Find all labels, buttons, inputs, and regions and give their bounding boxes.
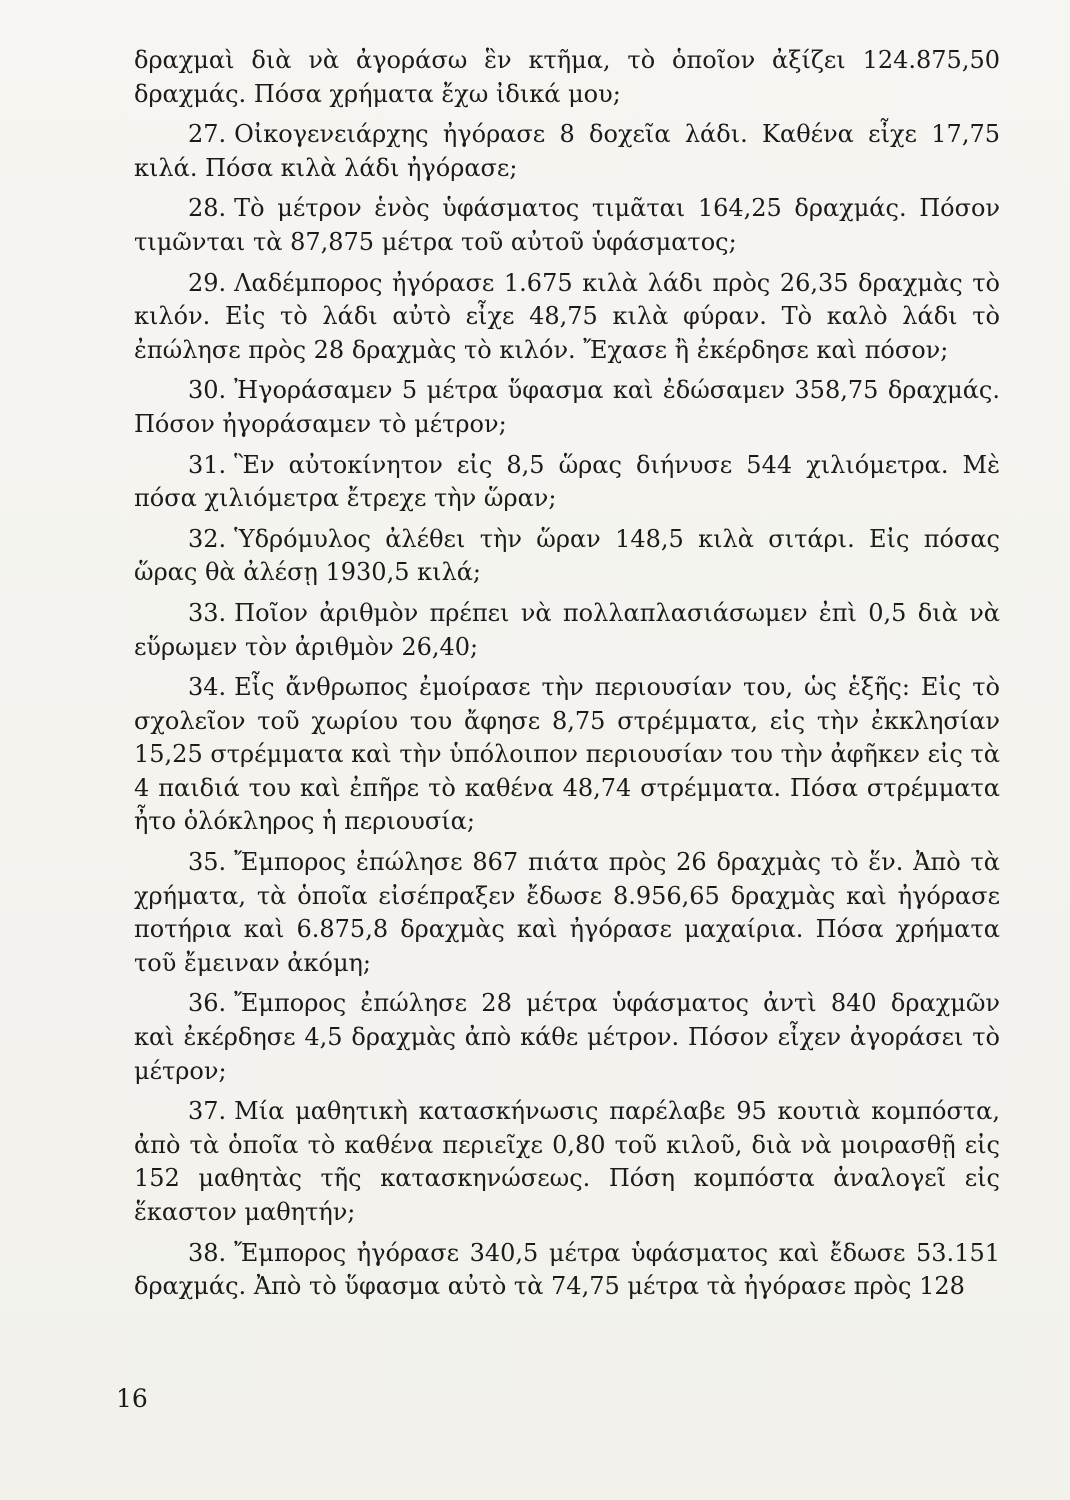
problem-number: 36. — [188, 989, 227, 1018]
problem-27 — [134, 118, 1000, 185]
problem-text: Εἷς ἄνθρωπος ἐμοίρασε τὴν περιουσίαν του, ὡς ἑξῆς: Εἰς τὸ σχολεῖον τοῦ χωρίου του ἄφησε 8,75 στρέμματα, εἰς τὴν ἐκκλησίαν 15,25 στρέμματα καὶ τὴν ὑπόλοιπον περιουσίαν του τὴν ἀφῆκεν εἰς τὰ 4 παιδιά του καὶ ἐπῆρε τὸ καθένα 48,74 στρέμματα. Πόσα στρέμματα ἦτο ὁλόκληρος ἡ περιουσία; — [134, 673, 1000, 836]
problem-text: Ἔμπορος ἠγόρασε 340,5 μέτρα ὑφάσματος καὶ ἔδωσε 53.151 δραχμάς. Ἀπὸ τὸ ὕφασμα αὐτὸ τὰ 74,75 μέτρα τὰ ἠγόρασε πρὸς 128 — [134, 1238, 1000, 1301]
problem-number: 27. — [188, 120, 227, 149]
problem-number: 34. — [188, 673, 227, 702]
problem-35 — [134, 846, 1000, 980]
problem-30 — [134, 374, 1000, 441]
problem-text: Τὸ μέτρον ἑνὸς ὑφάσματος τιμᾶται 164,25 δραχμάς. Πόσον τιμῶνται τὰ 87,875 μέτρα τοῦ αὐτοῦ ὑφάσματος; — [134, 194, 1000, 256]
problem-list — [134, 44, 1000, 1311]
problem-text: Ἓν αὐτοκίνητον εἰς 8,5 ὥρας διήνυσε 544 χιλιόμετρα. Μὲ πόσα χιλιόμετρα ἔτρεχε τὴν ὥραν; — [134, 450, 1000, 513]
problem-number: 37. — [188, 1097, 227, 1126]
problem-number: 33. — [188, 598, 227, 627]
problem-38 — [134, 1237, 1000, 1304]
problem-text: Ἔμπορος ἐπώλησε 867 πιάτα πρὸς 26 δραχμὰς τὸ ἕν. Ἀπὸ τὰ χρήματα, τὰ ὁποῖα εἰσέπραξεν ἔδωσε 8.956,65 δραχμὰς καὶ ἠγόρασε ποτήρια καὶ 6.875,8 δραχμὰς καὶ ἠγόρασε μαχαίρια. Πόσα χρήματα τοῦ ἔμειναν ἀκόμη; — [134, 848, 1000, 977]
problem-32 — [134, 523, 1000, 590]
problem-text: Ποῖον ἀριθμὸν πρέπει νὰ πολλαπλασιάσωμεν ἐπὶ 0,5 διὰ νὰ εὕρωμεν τὸν ἀριθμὸν 26,40; — [134, 598, 1000, 661]
problem-text: Μία μαθητικὴ κατασκήνωσις παρέλαβε 95 κουτιὰ κομπόστα, ἀπὸ τὰ ὁποῖα τὸ καθένα περιεῖχε 0,80 τοῦ κιλοῦ, διὰ νὰ μοιρασθῇ εἰς 152 μαθητὰς τῆς κατασκηνώσεως. Πόση κομπόστα ἀναλογεῖ εἰς ἕκαστον μαθητήν; — [134, 1097, 1000, 1226]
problem-text: Ἔμπορος ἐπώλησε 28 μέτρα ὑφάσματος ἀντὶ 840 δραχμῶν καὶ ἐκέρδησε 4,5 δραχμὰς ἀπὸ κάθε μέτρον. Πόσον εἶχεν ἀγοράσει τὸ μέτρον; — [134, 989, 1000, 1085]
problem-number: 31. — [188, 450, 227, 479]
problem-36 — [134, 987, 1000, 1088]
problem-number: 32. — [188, 524, 227, 553]
problem-37 — [134, 1095, 1000, 1229]
problem-text: Λαδέμπορος ἠγόρασε 1.675 κιλὰ λάδι πρὸς 26,35 δραχμὰς τὸ κιλόν. Εἰς τὸ λάδι αὐτὸ εἶχε 48,75 κιλὰ φύραν. Τὸ καλὸ λάδι τὸ ἐπώλησε πρὸς 28 δραχμὰς τὸ κιλόν. Ἔχασε ἢ ἐκέρδησε καὶ πόσον; — [134, 268, 1000, 364]
problem-text: Οἰκογενειάρχης ἠγόρασε 8 δοχεῖα λάδι. Καθένα εἶχε 17,75 κιλά. Πόσα κιλὰ λάδι ἠγόρασε; — [134, 120, 1000, 182]
problem-31 — [134, 449, 1000, 516]
problem-34 — [134, 671, 1000, 839]
problem-text: Ὑδρόμυλος ἀλέθει τὴν ὥραν 148,5 κιλὰ σιτάρι. Εἰς πόσας ὥρας θὰ ἀλέσῃ 1930,5 κιλά; — [134, 524, 1000, 587]
page-number: 16 — [116, 1384, 148, 1413]
problem-number: 30. — [188, 376, 227, 405]
problem-33 — [134, 597, 1000, 664]
problem-29 — [134, 267, 1000, 368]
problem-28 — [134, 192, 1000, 259]
problem-number: 28. — [188, 194, 227, 223]
problem-26-continuation — [134, 44, 1000, 111]
problem-text: Ἠγοράσαμεν 5 μέτρα ὕφασμα καὶ ἐδώσαμεν 358,75 δραχμάς. Πόσον ἠγοράσαμεν τὸ μέτρον; — [134, 376, 1000, 438]
problem-text: δραχμαὶ διὰ νὰ ἀγοράσω ἓν κτῆμα, τὸ ὁποῖον ἀξίζει 124.875,50 δραχμάς. Πόσα χρήματα ἔχω ἰδικά μου; — [134, 46, 1000, 108]
problem-number: 35. — [188, 848, 227, 877]
problem-number: 29. — [188, 268, 227, 297]
problem-number: 38. — [188, 1238, 227, 1267]
